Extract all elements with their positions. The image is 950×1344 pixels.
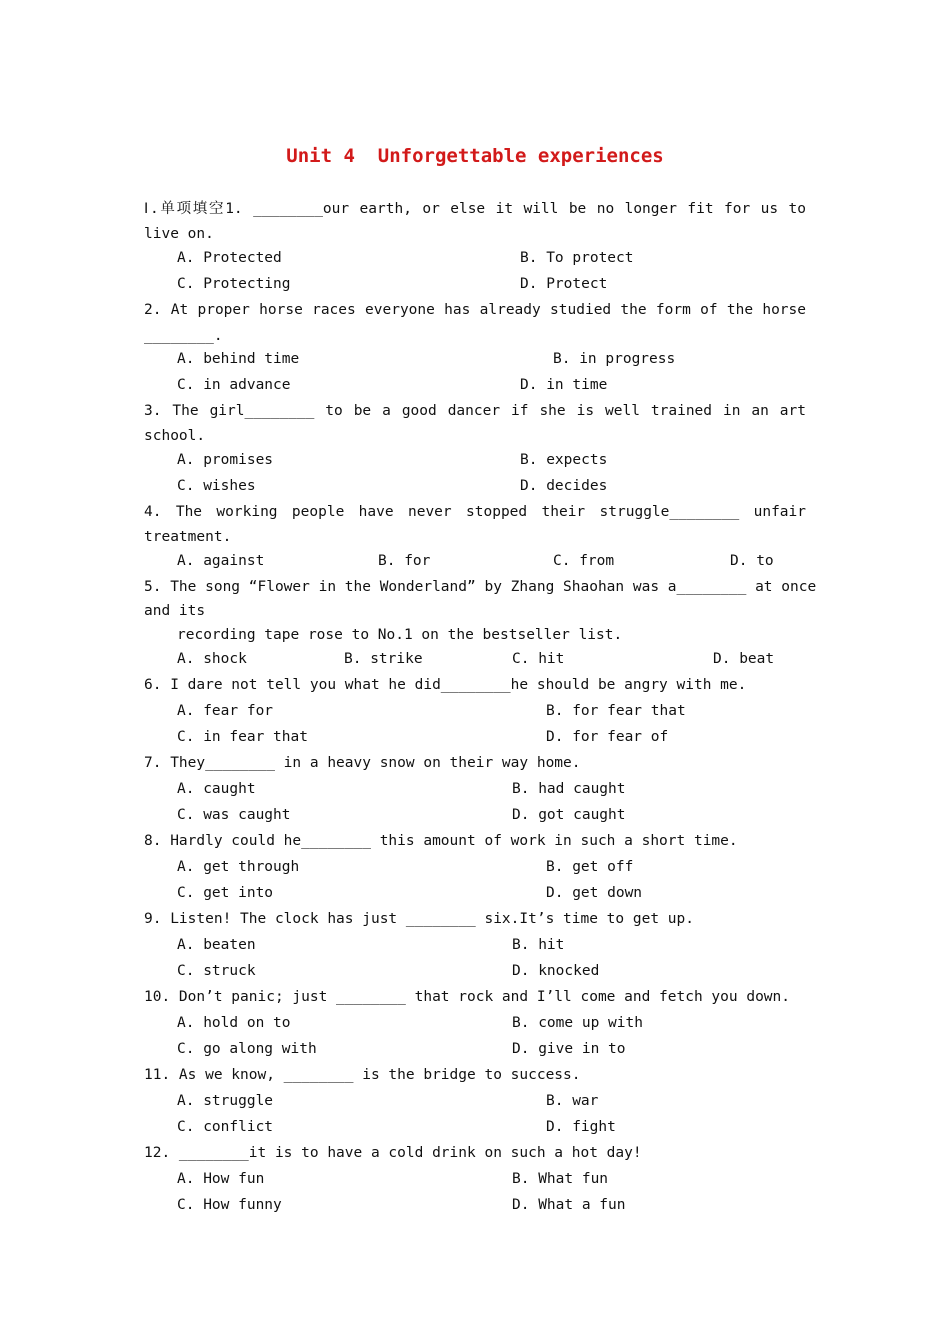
answer-option: D. What a fun [512,1197,626,1213]
answer-option: B. get off [546,859,634,875]
answer-option: B. strike [344,651,423,667]
answer-option: D. beat [713,651,775,667]
page-title: Unit 4 Unforgettable experiences [286,145,664,167]
question-text: 6. I dare not tell you what he did________he should be angry with me. [144,677,747,693]
question-text: 9. Listen! The clock has just ________ six.It’s time to get up. [144,911,694,927]
question-text: 7. They________ in a heavy snow on their way home. [144,755,581,771]
answer-option: A. struggle [177,1093,274,1109]
question-text: treatment. [144,529,232,545]
answer-option: B. hit [512,937,565,953]
answer-option: C. struck [177,963,256,979]
answer-option: C. How funny [177,1197,282,1213]
answer-option: B. for [378,553,431,569]
answer-option: D. for fear of [546,729,669,745]
answer-option: C. go along with [177,1041,317,1057]
answer-option: D. to [730,553,774,569]
answer-option: A. Protected [177,250,282,266]
answer-option: C. get into [177,885,274,901]
question-text: 11. As we know, ________ is the bridge to success. [144,1067,581,1083]
answer-option: D. in time [520,377,608,393]
answer-option: B. What fun [512,1171,609,1187]
answer-option: D. knocked [512,963,600,979]
answer-option: C. was caught [177,807,291,823]
answer-option: D. got caught [512,807,626,823]
answer-option: C. Protecting [177,276,291,292]
answer-option: C. wishes [177,478,256,494]
answer-option: D. get down [546,885,643,901]
answer-option: B. To protect [520,250,634,266]
question-text: ________. [144,328,223,344]
answer-option: C. hit [512,651,565,667]
question-text: 10. Don’t panic; just ________ that rock and I’ll come and fetch you down. [144,989,791,1005]
answer-option: A. How fun [177,1171,265,1187]
answer-option: B. for fear that [546,703,686,719]
answer-option: B. come up with [512,1015,643,1031]
answer-option: D. give in to [512,1041,626,1057]
question-text: 12. ________it is to have a cold drink on such a hot day! [144,1145,642,1161]
question-text: recording tape rose to No.1 on the bestseller list. [177,627,623,643]
answer-option: A. against [177,553,265,569]
answer-option: A. promises [177,452,274,468]
question-text: 5. The song “Flower in the Wonderland” by Zhang Shaohan was a________ at once [144,579,817,595]
answer-option: A. behind time [177,351,300,367]
answer-option: D. decides [520,478,608,494]
answer-option: C. from [553,553,615,569]
answer-option: A. fear for [177,703,274,719]
answer-option: C. in fear that [177,729,308,745]
answer-option: B. had caught [512,781,626,797]
answer-option: C. in advance [177,377,291,393]
answer-option: A. beaten [177,937,256,953]
question-text: 2. At proper horse races everyone has already studied the form of the horse [144,302,806,318]
question-text: school. [144,428,206,444]
answer-option: A. shock [177,651,247,667]
answer-option: B. expects [520,452,608,468]
question-text: Ⅰ.单项填空1. ________our earth, or else it will be no longer fit for us to [144,201,806,217]
question-text: 4. The working people have never stopped their struggle________ unfair [144,504,806,520]
answer-option: A. get through [177,859,300,875]
question-text: 8. Hardly could he________ this amount of work in such a short time. [144,833,738,849]
answer-option: D. fight [546,1119,616,1135]
answer-option: B. in progress [553,351,676,367]
question-text: and its [144,603,206,619]
question-text: live on. [144,226,214,242]
answer-option: D. Protect [520,276,608,292]
question-text: 3. The girl________ to be a good dancer if she is well trained in an art [144,403,806,419]
answer-option: A. hold on to [177,1015,291,1031]
answer-option: B. war [546,1093,599,1109]
answer-option: A. caught [177,781,256,797]
answer-option: C. conflict [177,1119,274,1135]
